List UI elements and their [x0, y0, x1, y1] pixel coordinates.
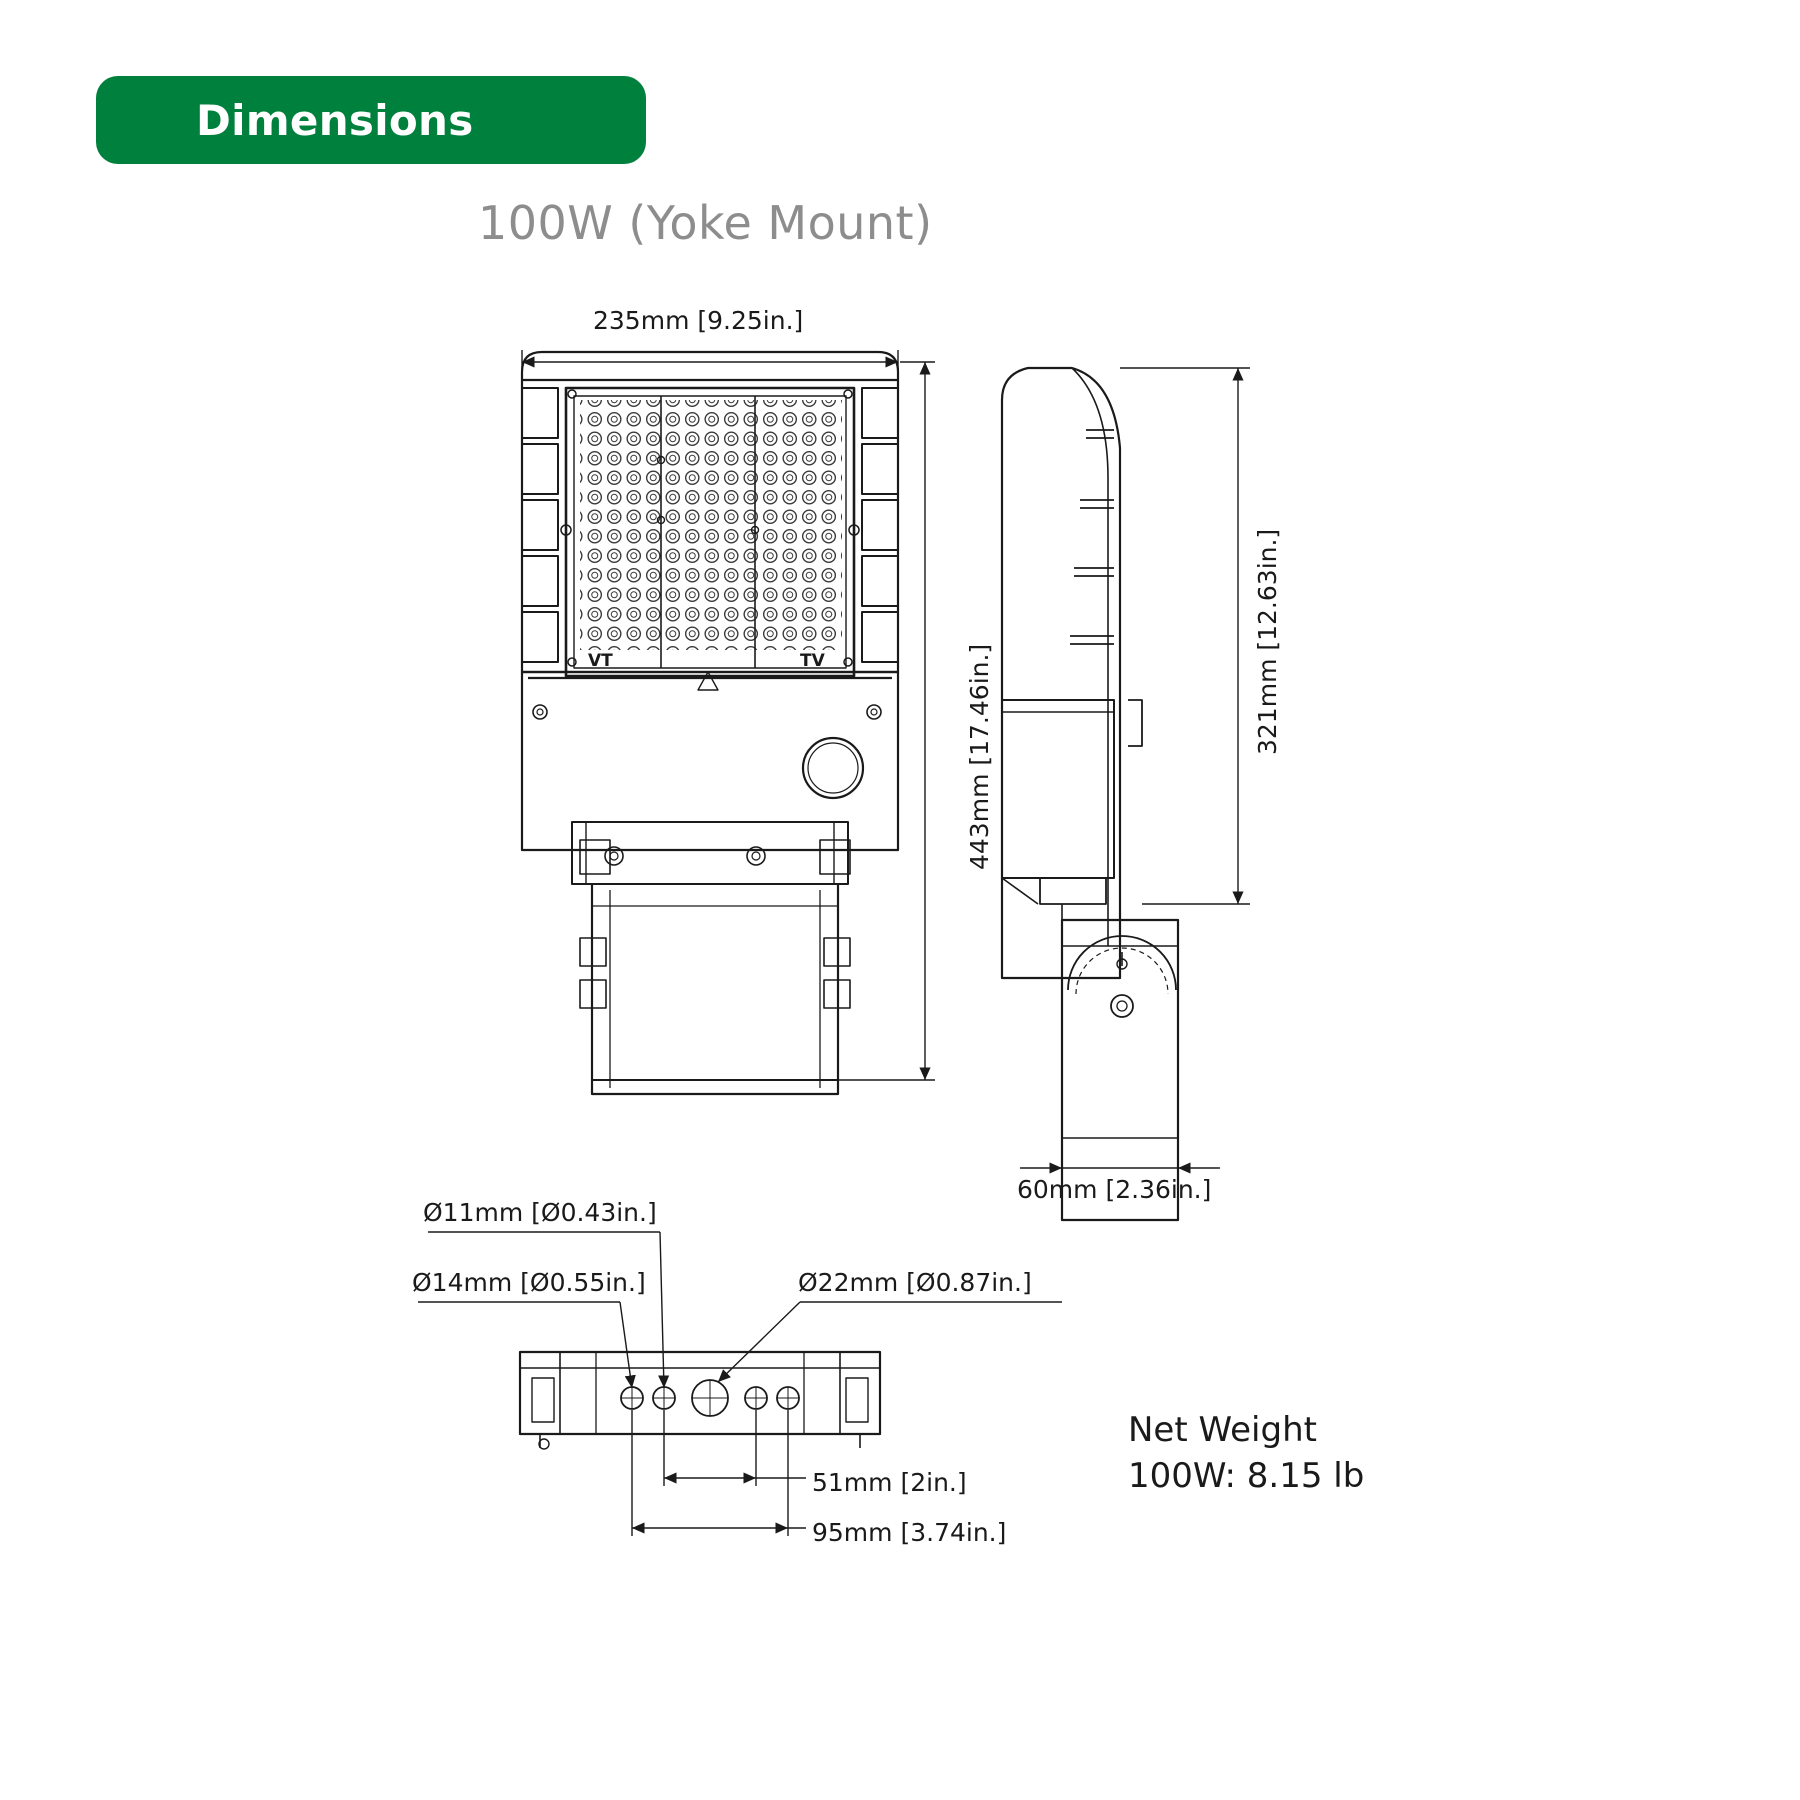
front-width-dimension-label: 235mm [9.25in.] — [593, 306, 804, 335]
hole-medium-dimension-label: Ø14mm [Ø0.55in.] — [412, 1268, 646, 1297]
svg-text:TV: TV — [800, 651, 825, 671]
dimension-lines — [418, 350, 1250, 1536]
spacing-outer-dimension-label: 95mm [3.74in.] — [812, 1518, 1007, 1547]
dimensions-badge — [96, 76, 646, 164]
dimensions-badge-label: Dimensions — [196, 95, 474, 145]
front-height-dimension-label: 443mm [17.46in.] — [965, 643, 994, 870]
diagram-title: 100W (Yoke Mount) — [478, 196, 933, 250]
net-weight-value: 100W: 8.15 lb — [1128, 1455, 1365, 1496]
net-weight-label: Net Weight — [1128, 1410, 1317, 1450]
front-view-fixture — [522, 352, 898, 1094]
svg-text:VT: VT — [588, 651, 613, 671]
spacing-inner-dimension-label: 51mm [2in.] — [812, 1468, 967, 1497]
net-weight-block — [1128, 1408, 1364, 1500]
side-height-dimension-label: 321mm [12.63in.] — [1253, 528, 1282, 755]
bottom-view-fixture — [520, 1352, 880, 1449]
hole-small-dimension-label: Ø11mm [Ø0.43in.] — [423, 1198, 657, 1227]
side-depth-dimension-label: 60mm [2.36in.] — [1017, 1175, 1212, 1204]
side-view-fixture — [1002, 368, 1178, 1220]
hole-large-dimension-label: Ø22mm [Ø0.87in.] — [798, 1268, 1032, 1297]
